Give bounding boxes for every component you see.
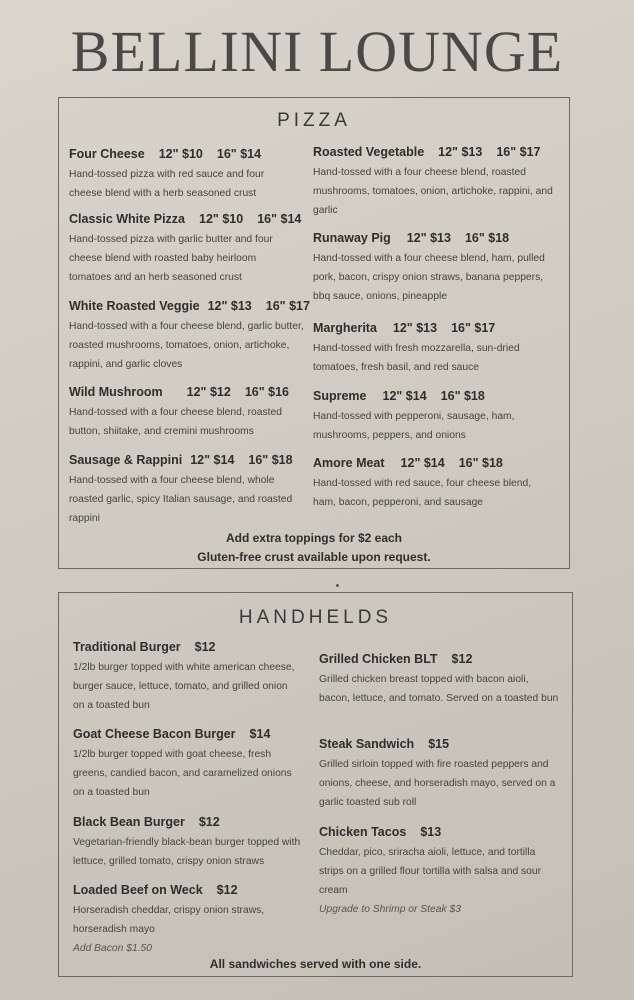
item-name: White Roasted Veggie bbox=[69, 299, 200, 313]
item-price-12: 12" $12 bbox=[186, 385, 231, 399]
item-name: Chicken Tacos bbox=[319, 825, 407, 839]
item-price-16: 16" $18 bbox=[464, 231, 510, 245]
item-description: Hand-tossed with fresh mozzarella, sun-dried tomatoes, fresh basil, and red sauce bbox=[313, 343, 520, 373]
item-name: Traditional Burger bbox=[73, 640, 181, 654]
item-price-16: 16" $18 bbox=[458, 456, 503, 470]
decorative-dot bbox=[336, 584, 339, 587]
item-description: Hand-tossed with a four cheese blend, roasted button, shiitake, and cremini mushrooms bbox=[69, 407, 282, 437]
item-price-12: 12" $13 bbox=[406, 231, 451, 245]
menu-item-wild-mushroom bbox=[69, 384, 304, 441]
item-description: 1/2lb burger topped with white american cheese, burger sauce, lettuce, tomato, and grilled onion on a toasted bun bbox=[73, 662, 295, 711]
item-price-16: 16" $17 bbox=[496, 145, 541, 159]
item-name: Loaded Beef on Weck bbox=[73, 883, 203, 897]
item-name: Sausage & Rappini bbox=[69, 453, 183, 467]
menu-item-four-cheese bbox=[69, 146, 299, 203]
item-name: Wild Mushroom bbox=[69, 385, 163, 399]
item-price: $12 bbox=[451, 652, 473, 666]
item-description: Cheddar, pico, sriracha aioli, lettuce, and tortilla strips on a grilled flour tortilla with salsa and sour cream bbox=[319, 847, 542, 896]
item-price-16: 16" $17 bbox=[451, 321, 496, 335]
menu-item-goat-cheese-bacon-burger bbox=[73, 726, 295, 802]
item-name: Four Cheese bbox=[69, 147, 145, 161]
item-price-16: 16" $14 bbox=[257, 212, 302, 226]
menu-item-runaway-pig bbox=[313, 230, 561, 306]
item-price: $12 bbox=[216, 883, 238, 897]
item-price-12: 12" $10 bbox=[199, 212, 244, 226]
pizza-section bbox=[58, 97, 570, 569]
item-price-16: 16" $16 bbox=[244, 385, 289, 399]
item-name: Grilled Chicken BLT bbox=[319, 652, 438, 666]
item-price: $13 bbox=[420, 825, 442, 839]
item-price: $15 bbox=[428, 737, 450, 751]
item-description: Hand-tossed pizza with garlic butter and four cheese blend with roasted baby heirloom tomatoes and an herb seasoned crust bbox=[69, 234, 273, 283]
item-description: Hand-tossed with a four cheese blend, roasted mushrooms, tomatoes, onion, artichoke, rappini, and garlic bbox=[313, 167, 553, 216]
item-description: Hand-tossed with a four cheese blend, ham, pulled pork, bacon, crispy onion straws, banana peppers, bbq sauce, onions, pineapple bbox=[313, 253, 545, 302]
pizza-heading: PIZZA bbox=[277, 110, 351, 131]
menu-item-amore-meat bbox=[313, 455, 553, 512]
item-price-12: 12" $14 bbox=[400, 456, 445, 470]
item-price-12: 12" $13 bbox=[392, 321, 438, 335]
sides-note: All sandwiches served with one side. bbox=[209, 957, 422, 971]
menu-item-grilled-chicken-blt bbox=[319, 651, 559, 708]
item-price-16: 16" $14 bbox=[216, 147, 262, 161]
menu-item-classic-white-pizza bbox=[69, 211, 302, 287]
menu-item-supreme bbox=[313, 388, 553, 445]
item-description: Vegetarian-friendly black-bean burger topped with lettuce, grilled tomato, crispy onion straws bbox=[73, 837, 301, 867]
item-name: Black Bean Burger bbox=[73, 815, 185, 829]
toppings-note: Add extra toppings for $2 each bbox=[225, 531, 403, 545]
item-price-12: 12" $14 bbox=[382, 389, 427, 403]
menu-item-traditional-burger bbox=[73, 639, 295, 715]
item-price-16: 16" $18 bbox=[440, 389, 485, 403]
item-name: Classic White Pizza bbox=[69, 212, 186, 226]
item-name: Margherita bbox=[313, 321, 377, 335]
item-price-12: 12" $14 bbox=[190, 453, 235, 467]
item-name: Amore Meat bbox=[313, 456, 385, 470]
item-name: Runaway Pig bbox=[313, 231, 391, 245]
item-price-16: 16" $17 bbox=[265, 299, 310, 313]
page-title: BELLINI LOUNGE bbox=[70, 19, 564, 84]
item-addon: Upgrade to Shrimp or Steak $3 bbox=[319, 904, 461, 915]
item-description: Hand-tossed with red sauce, four cheese blend, ham, bacon, pepperoni, and sausage bbox=[313, 478, 532, 508]
menu-item-chicken-tacos bbox=[319, 824, 559, 918]
item-addon: Add Bacon $1.50 bbox=[73, 943, 153, 954]
item-name: Supreme bbox=[313, 389, 367, 403]
item-price-12: 12" $13 bbox=[438, 145, 483, 159]
item-price: $12 bbox=[198, 815, 220, 829]
item-price-16: 16" $18 bbox=[248, 453, 293, 467]
item-description: Hand-tossed with pepperoni, sausage, ham, mushrooms, peppers, and onions bbox=[313, 411, 515, 441]
item-name: Roasted Vegetable bbox=[313, 145, 425, 159]
item-description: Grilled chicken breast topped with bacon aioli, bacon, lettuce, and tomato. Served on a toasted bun bbox=[319, 674, 559, 704]
menu-item-sausage-rappini bbox=[69, 452, 304, 528]
item-price: $14 bbox=[249, 727, 271, 741]
item-description: 1/2lb burger topped with goat cheese, fresh greens, candied bacon, and caramelized onions on a toasted bun bbox=[73, 749, 292, 798]
gluten-free-note: Gluten-free crust available upon request. bbox=[197, 550, 431, 564]
item-name: Goat Cheese Bacon Burger bbox=[73, 727, 236, 741]
menu-item-margherita bbox=[313, 320, 553, 377]
menu-item-loaded-beef-on-weck bbox=[73, 882, 295, 957]
menu-item-roasted-vegetable bbox=[313, 144, 553, 220]
menu-item-black-bean-burger bbox=[73, 814, 305, 871]
item-description: Horseradish cheddar, crispy onion straws, horseradish mayo bbox=[73, 905, 265, 935]
item-description: Hand-tossed with a four cheese blend, garlic butter, roasted mushrooms, tomatoes, onion, artichoke, rappini, and garlic cloves bbox=[69, 321, 304, 370]
menu-item-white-roasted-veggie bbox=[69, 298, 310, 374]
item-name: Steak Sandwich bbox=[319, 737, 415, 751]
item-price-12: 12" $10 bbox=[158, 147, 203, 161]
item-price-12: 12" $13 bbox=[207, 299, 252, 313]
menu-item-steak-sandwich bbox=[319, 736, 559, 812]
item-description: Hand-tossed pizza with red sauce and four cheese blend with a herb seasoned crust bbox=[69, 169, 265, 199]
item-description: Hand-tossed with a four cheese blend, whole roasted garlic, spicy Italian sausage, and roasted rappini bbox=[69, 475, 293, 524]
handhelds-section bbox=[58, 592, 573, 977]
handhelds-heading: HANDHELDS bbox=[238, 607, 393, 628]
item-description: Grilled sirloin topped with fire roasted peppers and onions, cheese, and horseradish mayo, served on a garlic toasted sub roll bbox=[319, 759, 556, 808]
item-price: $12 bbox=[194, 640, 216, 654]
